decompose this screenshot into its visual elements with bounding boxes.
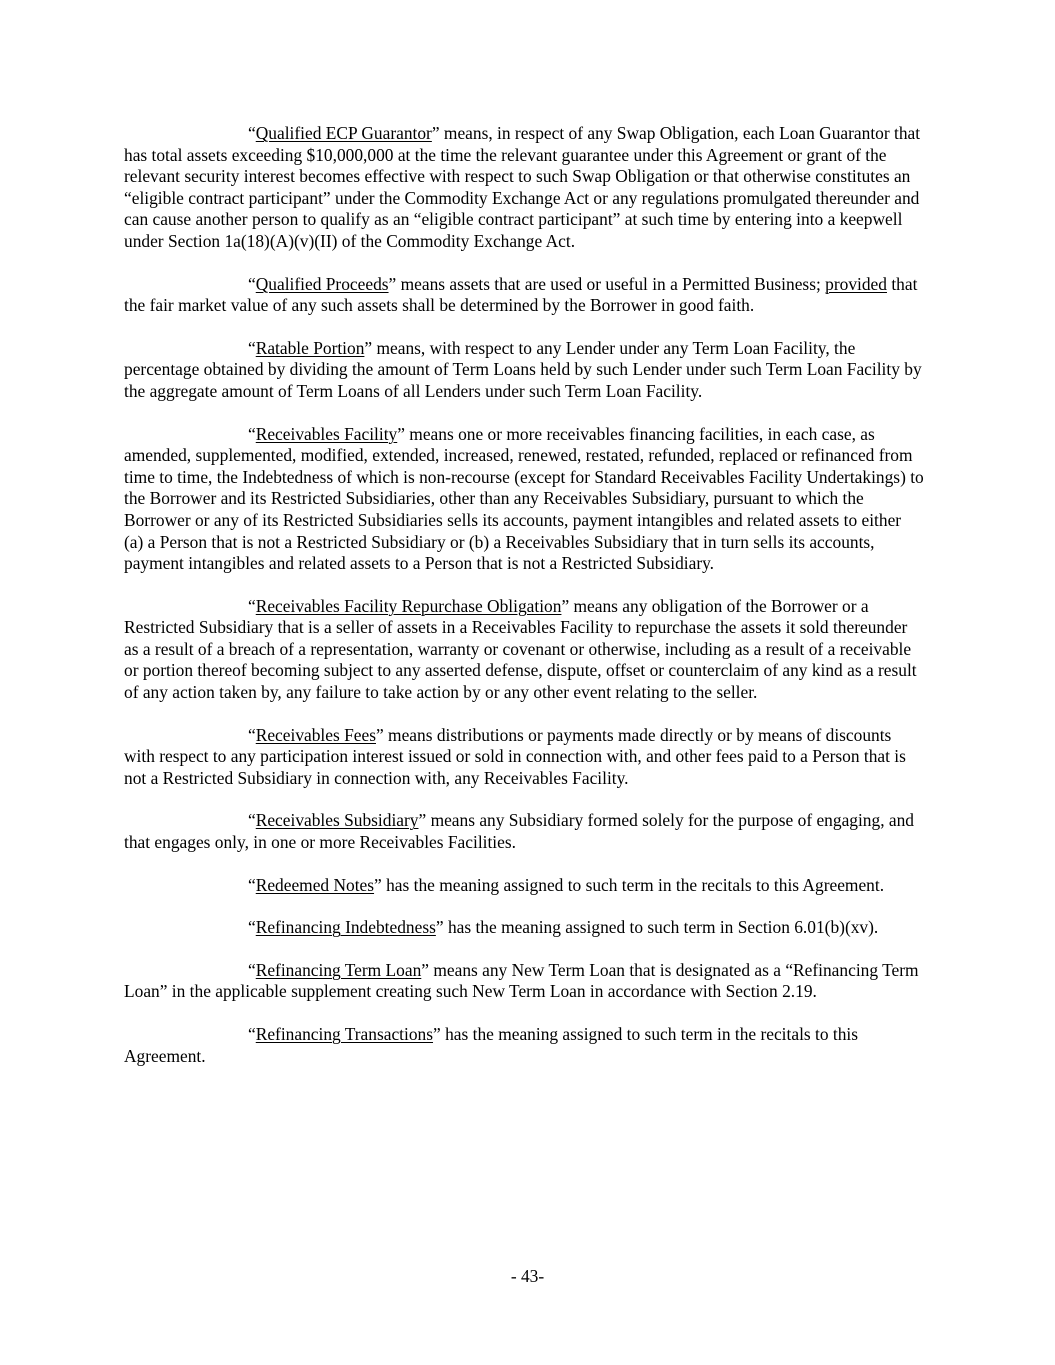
page-number: - 43- bbox=[510, 1266, 545, 1286]
definition-text: ” has the meaning assigned to such term in the recitals to this Agreement. bbox=[124, 1024, 859, 1066]
open-quote: “ bbox=[248, 724, 256, 745]
open-quote: “ bbox=[248, 123, 256, 143]
defined-term: Refinancing Indebtedness bbox=[255, 917, 436, 938]
defined-term: Qualified Proceeds bbox=[255, 273, 389, 294]
open-quote: “ bbox=[248, 810, 256, 831]
defined-term: Refinancing Term Loan bbox=[255, 959, 422, 980]
definition-text: ” means, with respect to any Lender under any Term Loan Facility, the percentage obtained by dividing the amount of Term Loans held by such Lender under such Term Loan Facility by the aggregate amount of Term Loans of all Lenders under such Term Loan Facility. bbox=[124, 337, 922, 401]
definition-refinancing-term-loan bbox=[124, 960, 924, 1003]
open-quote: “ bbox=[248, 423, 256, 444]
definition-text: ” means assets that are used or useful in a Permitted Business; bbox=[388, 273, 826, 294]
definition-receivables-subsidiary bbox=[124, 810, 924, 853]
definition-text-continued: that the fair market value of any such assets shall be determined by the Borrower in good faith. bbox=[124, 273, 918, 316]
open-quote: “ bbox=[248, 917, 256, 938]
proviso-term: provided bbox=[825, 273, 887, 294]
definition-receivables-facility-repurchase-obligation bbox=[124, 596, 924, 704]
open-quote: “ bbox=[248, 959, 256, 980]
definition-refinancing-transactions bbox=[124, 1024, 924, 1067]
definition-text: ” has the meaning assigned to such term in the recitals to this Agreement. bbox=[374, 874, 885, 895]
definition-text: ” means one or more receivables financing facilities, in each case, as amended, supplemented, modified, extended, increased, renewed, restated, refunded, replaced or refinanced from time to time, the Indebtedness of which is non-recourse (except for Standard Receivables Facility Undertakings) to the Borrower and its Restricted Subsidiaries, other than any Receivables Subsidiary, pursuant to which the Borrower or any of its Restricted Subsidiaries sells its accounts, payment intangibles and related assets to either (a) a Person that is not a Restricted Subsidiary or (b) a Receivables Subsidiary that in turn sells its accounts, payment intangibles and related assets to a Person that is not a Restricted Subsidiary. bbox=[124, 423, 924, 574]
defined-term: Qualified ECP Guarantor bbox=[255, 123, 432, 143]
defined-term: Receivables Subsidiary bbox=[255, 810, 419, 831]
definition-redeemed-notes bbox=[124, 875, 924, 897]
defined-term: Receivables Facility bbox=[255, 423, 398, 444]
definition-receivables-facility bbox=[124, 424, 924, 575]
open-quote: “ bbox=[248, 874, 256, 895]
definition-text: ” means any Subsidiary formed solely for the purpose of engaging, and that engages only, in one or more Receivables Facilities. bbox=[124, 810, 915, 853]
defined-term: Receivables Facility Repurchase Obligation bbox=[255, 595, 562, 616]
definition-text: ” means, in respect of any Swap Obligation, each Loan Guarantor that has total assets exceeding $10,000,000 at the time the relevant guarantee under this Agreement or grant of the relevant security interest becomes effective with respect to such Swap Obligation or that otherwise constitutes an “eligible contract participant” under the Commodity Exchange Act or any regulations promulgated thereunder and can cause another person to qualify as an “eligible contract participant” at such time by entering into a keepwell under Section 1a(18)(A)(v)(II) of the Commodity Exchange Act. bbox=[124, 123, 921, 251]
definition-text: ” means any New Term Loan that is designated as a “Refinancing Term Loan” in the applicable supplement creating such New Term Loan in accordance with Section 2.19. bbox=[124, 959, 919, 1002]
definition-ratable-portion bbox=[124, 338, 924, 403]
open-quote: “ bbox=[248, 337, 256, 358]
definition-receivables-fees bbox=[124, 725, 924, 790]
open-quote: “ bbox=[248, 273, 256, 294]
definition-qualified-proceeds bbox=[124, 274, 924, 317]
definition-text: ” means any obligation of the Borrower or a Restricted Subsidiary that is a seller of assets in a Receivables Facility to repurchase the assets it sold thereunder as a result of a breach of a representation, warranty or covenant or otherwise, including as a result of a receivable or portion thereof becoming subject to any asserted defense, dispute, offset or counterclaim of any kind as a result of any action taken by, any failure to take action by or any other event relating to the seller. bbox=[124, 595, 917, 703]
defined-term: Ratable Portion bbox=[255, 337, 365, 358]
document-body bbox=[124, 123, 924, 1088]
definition-qualified-ecp-guarantor bbox=[124, 123, 924, 253]
defined-term: Refinancing Transactions bbox=[255, 1024, 434, 1044]
defined-term: Redeemed Notes bbox=[255, 874, 375, 895]
definition-text: ” has the meaning assigned to such term in Section 6.01(b)(xv). bbox=[435, 917, 879, 938]
open-quote: “ bbox=[248, 595, 256, 616]
open-quote: “ bbox=[248, 1024, 256, 1044]
defined-term: Receivables Fees bbox=[255, 724, 376, 745]
definition-refinancing-indebtedness bbox=[124, 917, 924, 939]
definition-text: ” means distributions or payments made directly or by means of discounts with respect to any participation interest issued or sold in connection with, and other fees paid to a Person that is not a Restricted Subsidiary in connection with, any Receivables Facility. bbox=[124, 724, 906, 788]
